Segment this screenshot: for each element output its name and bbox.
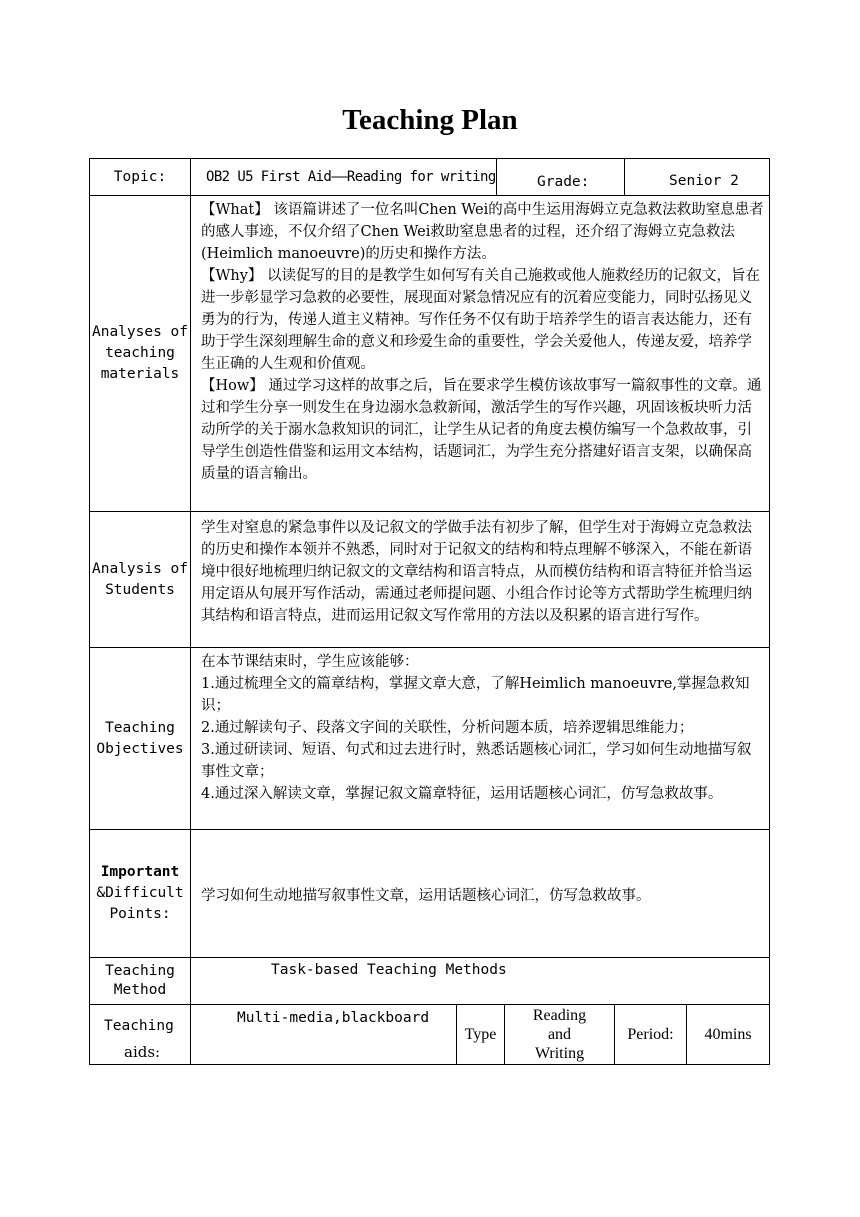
important-label-bold: Important [100,864,180,880]
method-label-text: Teaching Method [105,963,175,998]
analysis-students-label [89,512,190,648]
grade-label-cell [496,158,624,196]
aids-label-bottom: aids: [124,1043,161,1061]
period-value-cell [686,1005,770,1065]
important-points-text: 学习如何生动地描写叙事性文章，运用话题核心词汇，仿写急救故事。 [201,888,651,904]
page-title: Teaching Plan [342,104,518,136]
objectives-label-text: Teaching Objectives [96,719,184,757]
objectives-content [190,648,770,830]
topic-value: OB2 U5 First Aid——Reading for writing [206,169,496,185]
period-label: Period: [627,1026,674,1043]
analysis-students-content [190,512,770,648]
topic-label: Topic: [89,158,190,196]
analysis-students-text: 学生对窒息的紧急事件以及记叙文的学做手法有初步了解，但学生对于海姆立克急救法的历史和操作本领并不熟悉，同时对于记叙文的结构和特点理解不够深入，不能在新语境中很好地梳理归纳记叙文的文章结构和语言特点，从而模仿结构和语言特征并恰当运用定语从句展开写作活动，需通过老师提问题、小组合作讨论等方式帮助学生梳理归纳其结构和语言特点，进而运用记叙文写作常用的方法以及积累的语言进行写作。 [201,520,752,624]
paragraph-why: 【Why】 以读促写的目的是教学生如何写有关自己施救或他人施救经历的记叙文，旨在进一步彰显学习急救的必要性，展现面对紧急情况应有的沉着应变能力，同时弘扬见义勇为的行为，传递人道主义精神。写作任务不仅有助于培养学生的语言表达能力，还有助于学生深刻理解生命的意义和珍爱生命的重要性，学会关爱他人，传递友爱，培养学生正确的人生观和价值观。 [201,268,761,372]
grade-value: Senior 2 [669,173,739,189]
objectives-label [89,648,190,830]
objective-intro: 在本节课结束时，学生应该能够： [201,654,419,670]
important-points-label [89,830,190,958]
grade-value-cell [624,158,770,196]
objective-item: 4.通过深入解读文章，掌握记叙文篇章特征，运用话题核心词汇，仿写急救故事。 [201,786,723,802]
analysis-students-label-text: Analysis of Students [91,560,189,598]
aids-label-cell [89,1005,190,1065]
type-label: Type [464,1026,497,1043]
type-value: Reading and Writing [532,1007,587,1062]
aids-label-top: Teaching [104,1018,174,1034]
analyses-materials-label-text: Analyses of teaching materials [91,324,189,382]
objective-item: 2.通过解读句子、段落文字间的关联性，分析问题本质，培养逻辑思维能力； [201,720,694,736]
analyses-materials-label [89,196,190,512]
period-label-cell [614,1005,686,1065]
method-value: Task-based Teaching Methods [271,962,507,978]
paragraph-how: 【How】 通过学习这样的故事之后，旨在要求学生模仿该故事写一篇叙事性的文章。通过和学生分享一则发生在身边溺水急救新闻，激活学生的写作兴趣，巩固该板块听力活动所学的关于溺水急救知识的词汇，让学生从记者的角度去模仿编写一个急救故事，引导学生创造性借鉴和运用文本结构，话题词汇，为学生充分搭建好语言支架，以确保高质量的语言输出。 [201,378,762,482]
analyses-materials-content [190,196,770,512]
objective-item: 3.通过研读词、短语、句式和过去进行时，熟悉话题核心词汇，学习如何生动地描写叙事性文章； [201,742,752,780]
important-points-content [190,830,770,958]
aids-value: Multi-media,blackboard [237,1010,430,1026]
aids-value-cell [190,1005,456,1065]
type-label-cell [456,1005,504,1065]
grade-label: Grade: [537,174,590,190]
type-value-cell [504,1005,614,1065]
topic-value-cell [190,158,496,196]
important-label-rest: &Difficult Points: [96,885,184,922]
period-value: 40mins [704,1026,752,1043]
objective-item: 1.通过梳理全文的篇章结构，掌握文章大意，了解Heimlich manoeuvre,掌握急救知识； [201,676,750,714]
method-value-cell [190,958,770,1005]
method-label [89,958,190,1005]
paragraph-what: 【What】 该语篇讲述了一位名叫Chen Wei的高中生运用海姆立克急救法救助窒息患者的感人事迹，不仅介绍了Chen Wei救助窒息患者的过程，还介绍了海姆立克急救法(Heimlich manoeuvre)的历史和操作方法。 [201,202,764,262]
